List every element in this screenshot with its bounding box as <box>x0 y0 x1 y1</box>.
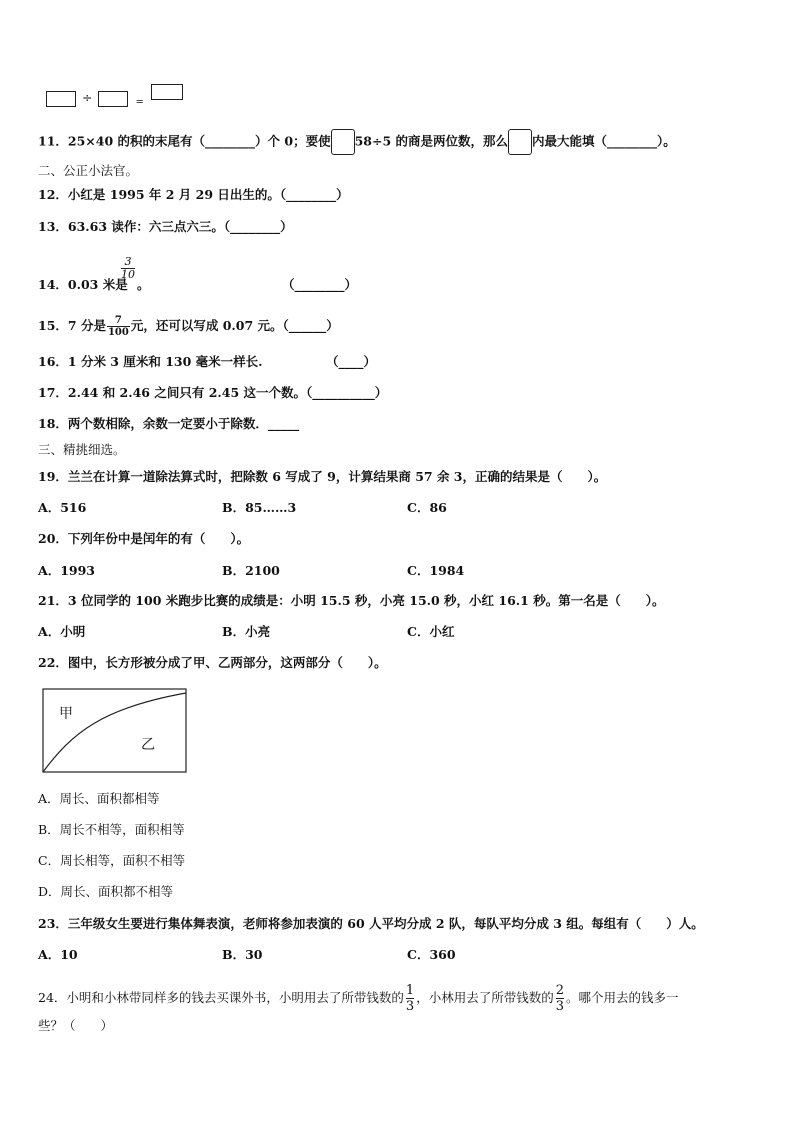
option-d[interactable]: D．周长、面积都不相等 <box>38 884 174 899</box>
option-b[interactable]: B．2100 <box>222 563 280 578</box>
question-text: 0.03 米是 <box>67 277 128 292</box>
question-text: 。 <box>137 277 150 292</box>
fraction-7-100: $\frac{7}{100}$ <box>107 315 129 338</box>
answer-box[interactable] <box>151 84 183 100</box>
question-text: 1 分米 3 厘米和 130 毫米一样长. <box>67 354 263 369</box>
option-c[interactable]: C．86 <box>407 500 447 515</box>
bracket: （ <box>326 354 339 369</box>
section-heading: 二、公正小法官。 <box>38 163 139 178</box>
answer-blank[interactable]: __________ <box>312 385 375 400</box>
question-text: 下列年份中是闰年的有（ ）。 <box>67 531 250 546</box>
question-text: 小红是 1995 年 2 月 29 日出生的。（ <box>67 187 287 202</box>
option-c[interactable]: C．小红 <box>407 624 455 639</box>
fraction-2-3: $\frac{2}{3}$ <box>555 983 564 1014</box>
rectangle-diagram <box>42 688 188 774</box>
option-a[interactable]: A．1993 <box>38 563 95 578</box>
option-c[interactable]: C．360 <box>407 947 456 962</box>
answer-blank[interactable]: ________ <box>205 133 256 149</box>
bracket: ） <box>326 318 339 333</box>
question-number: 20． <box>38 531 68 546</box>
answer-blank[interactable]: _____ <box>267 416 300 431</box>
question-15 <box>38 315 339 338</box>
question-text: ）。 <box>657 133 676 149</box>
question-number: 18． <box>38 416 68 431</box>
section-heading: 三、精挑细选。 <box>38 442 126 457</box>
answer-blank[interactable]: ________ <box>286 187 337 202</box>
question-number: 16． <box>38 354 68 369</box>
question-text: 三年级女生要进行集体舞表演，老师将参加表演的 60 人平均分成 2 队，每队平均分成 3 组。每组有（ ）人。 <box>67 916 704 931</box>
answer-box[interactable] <box>46 91 76 107</box>
fraction-3-10: $\frac{3}{10}$ <box>121 255 135 281</box>
question-number: 14． <box>38 277 68 292</box>
equals-sign: = <box>135 97 144 108</box>
fraction-1-3: $\frac{1}{3}$ <box>405 983 415 1014</box>
question-text: ，小林用去了所带钱数的 <box>416 990 554 1005</box>
bracket: （ <box>282 277 295 292</box>
question-number: 21． <box>38 593 68 608</box>
question-24-line2: 些？（ ） <box>38 1018 114 1033</box>
question-14-tail <box>137 276 150 294</box>
bracket: ） <box>363 354 377 369</box>
question-text: ）个 0；要使 <box>255 133 331 149</box>
divide-sign: ÷ <box>81 90 93 105</box>
bracket: ） <box>280 219 293 234</box>
option-b[interactable]: B．85……3 <box>222 500 297 515</box>
question-19 <box>38 468 606 486</box>
question-22 <box>38 654 387 672</box>
question-24 <box>38 983 679 1014</box>
question-20 <box>38 530 249 548</box>
question-16 <box>38 353 263 371</box>
question-text: 两个数相除，余数一定要小于除数． <box>67 416 268 431</box>
question-text: 。哪个用去的钱多一 <box>566 990 679 1005</box>
question-number: 13． <box>38 219 68 234</box>
question-text: 63.63 读作：六三点六三。（ <box>67 219 231 234</box>
question-number: 22． <box>38 655 68 670</box>
option-a[interactable]: A．小明 <box>38 624 86 639</box>
question-text: 元，还可以写成 0.07 元。（ <box>130 318 289 333</box>
question-number: 23． <box>38 916 68 931</box>
rectangle-figure <box>42 688 188 774</box>
option-c[interactable]: C．周长相等，面积不相等 <box>38 853 186 868</box>
answer-blank[interactable]: ________ <box>294 277 345 292</box>
question-text: 7 分是 <box>67 318 106 333</box>
answer-blank[interactable]: ________ <box>607 133 658 149</box>
rectangle-outline <box>43 689 186 772</box>
question-text: 2.44 和 2.46 之间只有 2.45 这一个数。（ <box>67 385 313 400</box>
label-yi: 乙 <box>141 737 155 753</box>
question-17 <box>38 384 387 402</box>
answer-box[interactable] <box>508 129 532 155</box>
question-number: 15． <box>38 318 68 333</box>
bracket: ） <box>344 277 358 292</box>
question-21 <box>38 592 664 610</box>
answer-blank[interactable]: ________ <box>230 219 281 234</box>
bracket: ） <box>336 187 349 202</box>
question-number: 12． <box>38 187 68 202</box>
answer-blank[interactable]: ______ <box>288 318 327 333</box>
question-number: 19． <box>38 469 68 484</box>
option-a[interactable]: A．10 <box>38 947 78 962</box>
bracket: ） <box>374 385 388 400</box>
question-text: 图中，长方形被分成了甲、乙两部分，这两部分（ ）。 <box>67 655 387 670</box>
question-number: 11． <box>38 133 68 149</box>
label-jia: 甲 <box>59 706 73 722</box>
question-13 <box>38 218 293 236</box>
question-12 <box>38 186 349 204</box>
question-text: 3 位同学的 100 米跑步比赛的成绩是：小明 15.5 秒，小亮 15.0 秒，小红 16.1 秒。第一名是（ ）。 <box>67 593 665 608</box>
question-18 <box>38 415 299 433</box>
option-b[interactable]: B．周长不相等，面积相等 <box>38 822 185 837</box>
question-text: 内最大能填（ <box>532 133 608 149</box>
question-text: 小明和小林带同样多的钱去买课外书，小明用去了所带钱数的 <box>66 990 404 1005</box>
answer-box[interactable] <box>98 91 128 107</box>
question-number: 17． <box>38 385 68 400</box>
option-b[interactable]: B．30 <box>222 947 263 962</box>
option-b[interactable]: B．小亮 <box>222 624 271 639</box>
question-text: 25×40 的积的末尾有（ <box>67 133 206 149</box>
answer-box[interactable] <box>331 129 355 155</box>
question-text: 兰兰在计算一道除法算式时，把除数 6 写成了 9，计算结果商 57 余 3，正确的结果是（ ）。 <box>67 469 607 484</box>
question-23 <box>38 915 704 933</box>
question-number: 24． <box>38 990 67 1005</box>
question-11 <box>38 129 676 155</box>
option-a[interactable]: A．周长、面积都相等 <box>38 791 160 806</box>
top-equation <box>46 84 183 112</box>
question-14 <box>38 276 128 294</box>
question-text: 58÷5 的商是两位数，那么 <box>354 133 509 149</box>
option-a[interactable]: A．516 <box>38 500 87 515</box>
question-14-answer <box>282 276 357 294</box>
option-c[interactable]: C．1984 <box>407 563 465 578</box>
answer-blank[interactable]: ____ <box>338 354 364 369</box>
question-16-answer <box>326 353 376 371</box>
